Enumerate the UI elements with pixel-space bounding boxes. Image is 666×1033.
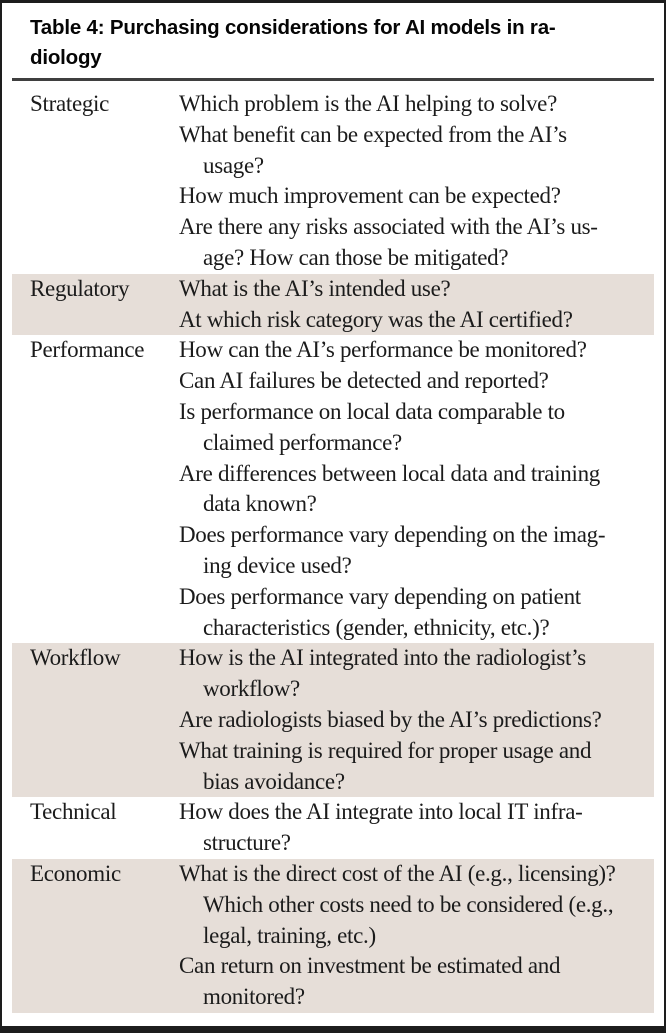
question-line: What benefit can be expected from the AI’s <box>179 121 567 147</box>
question-line: Are there any risks associated with the AI’s us- <box>179 214 598 240</box>
question-line: legal, training, etc.) <box>203 922 376 948</box>
table-title <box>12 13 654 73</box>
question-line: claimed performance? <box>203 429 402 455</box>
question-line: Which problem is the AI helping to solve? <box>179 91 557 116</box>
table-row-strategic <box>12 89 654 274</box>
question-line: At which risk category was the AI certified? <box>179 306 573 332</box>
question-line: How can the AI’s performance be monitored? <box>179 337 587 363</box>
questions-cell <box>179 274 654 336</box>
question-line: Can AI failures be detected and reported? <box>179 368 549 394</box>
questions-cell <box>179 859 654 1013</box>
category-label: Workflow <box>30 645 121 671</box>
category-label: Technical <box>30 799 117 825</box>
question-line: data known? <box>203 491 317 517</box>
considerations-table <box>12 89 654 1013</box>
bottom-border-rule <box>2 1026 664 1033</box>
question-line: How is the AI integrated into the radiologist’s <box>179 645 586 671</box>
category-label: Performance <box>30 337 145 363</box>
header-rule <box>12 78 654 81</box>
table-row-economic <box>12 859 654 1013</box>
question-line: monitored? <box>203 984 305 1010</box>
question-line: Is performance on local data comparable to <box>179 398 565 424</box>
question-line: characteristics (gender, ethnicity, etc.)? <box>203 614 550 640</box>
question-line: usage? <box>203 152 264 178</box>
table-row-technical <box>12 797 654 859</box>
table-row-regulatory <box>12 274 654 336</box>
question-line: How does the AI integrate into local IT infra- <box>179 799 583 825</box>
questions-cell <box>179 643 654 797</box>
question-line: Does performance vary depending on the imag- <box>179 522 606 548</box>
table-title-line-2: diology <box>30 46 102 69</box>
question-line: Are radiologists biased by the AI’s predictions? <box>179 706 602 732</box>
category-label: Strategic <box>30 91 110 116</box>
question-line: ing device used? <box>203 552 352 578</box>
question-line: bias avoidance? <box>203 768 345 794</box>
category-label: Economic <box>30 860 121 886</box>
question-line: age? How can those be mitigated? <box>203 244 509 270</box>
question-line: What is the direct cost of the AI (e.g., licensing)? <box>179 860 616 886</box>
table-row-performance <box>12 335 654 643</box>
questions-cell <box>179 335 654 643</box>
table-row-workflow <box>12 643 654 797</box>
category-label: Regulatory <box>30 275 130 301</box>
question-line: What training is required for proper usage and <box>179 737 592 763</box>
question-line: Can return on investment be estimated and <box>179 953 561 979</box>
question-line: Does performance vary depending on patient <box>179 583 581 609</box>
question-line: Which other costs need to be considered (e.g., <box>203 891 614 917</box>
questions-cell <box>179 89 654 274</box>
questions-cell <box>179 797 654 859</box>
question-line: What is the AI’s intended use? <box>179 275 451 301</box>
table-title-line-1: Table 4: Purchasing considerations for AI models in ra- <box>30 16 556 39</box>
question-line: structure? <box>203 830 291 856</box>
question-line: Are differences between local data and training <box>179 460 600 486</box>
question-line: workflow? <box>203 676 300 702</box>
question-line: How much improvement can be expected? <box>179 183 561 209</box>
